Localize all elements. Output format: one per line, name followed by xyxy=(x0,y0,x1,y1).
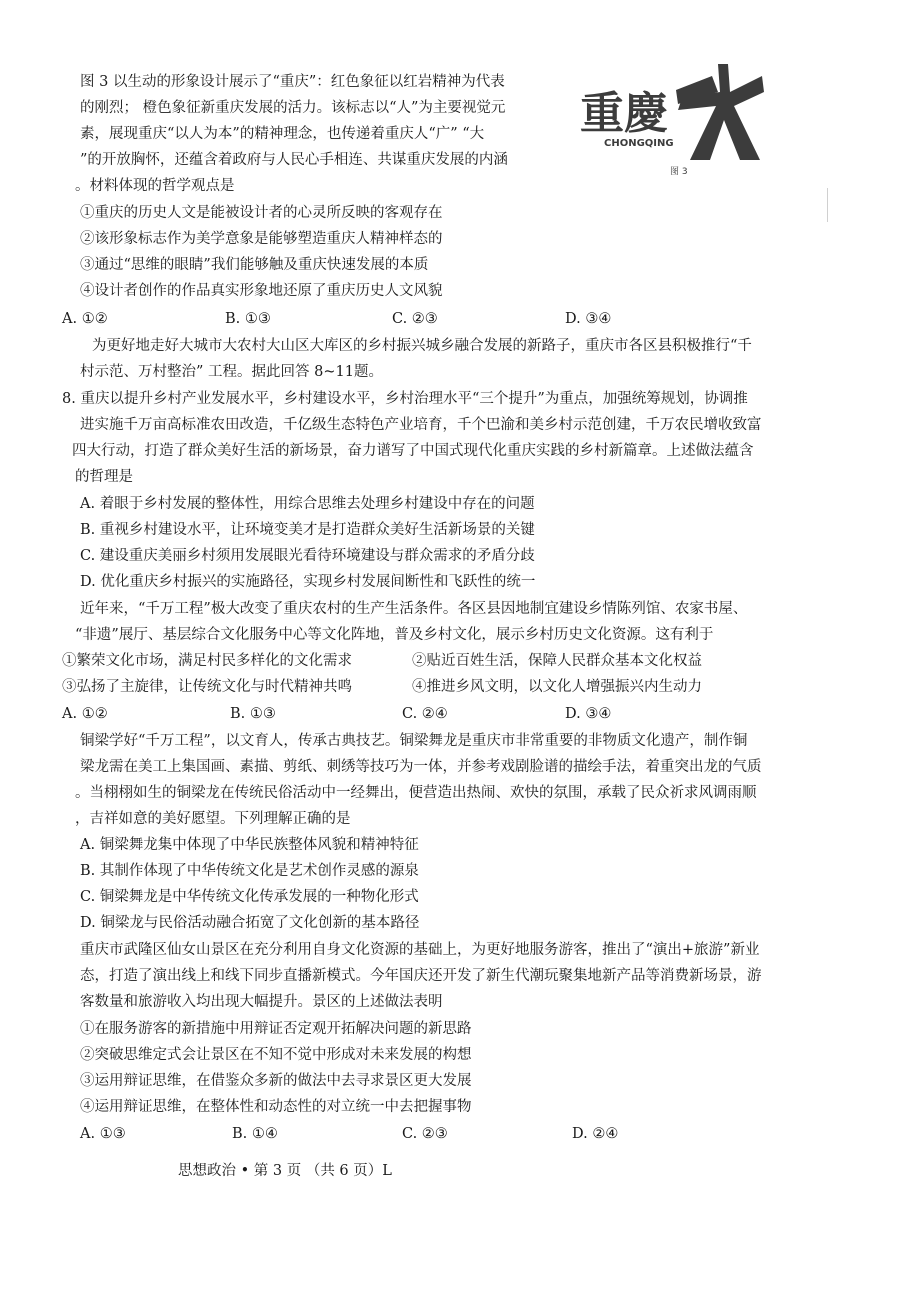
q7-option-b[interactable]: B. ①③ xyxy=(225,311,271,327)
q10-stem-line: 。当栩栩如生的铜梁龙在传统民俗活动中一经舞出，便营造出热闹、欢快的氛围，承载了民众祈求风调雨顺 xyxy=(75,785,757,801)
q9-option-a[interactable]: A. ①② xyxy=(62,706,108,722)
q7-statement: ③通过“思维的眼睛”我们能够触及重庆快速发展的本质 xyxy=(80,257,429,273)
q8-option-c[interactable]: C. 建设重庆美丽乡村须用发展眼光看待环境建设与群众需求的矛盾分歧 xyxy=(80,548,535,564)
q8-stem-line: 8. 重庆以提升乡村产业发展水平，乡村建设水平，乡村治理水平“三个提升”为重点，加强统筹规划，协调推 xyxy=(62,391,748,407)
q11-statement: ③运用辩证思维，在借鉴众多新的做法中去寻求景区更大发展 xyxy=(80,1073,472,1089)
q9-option-d[interactable]: D. ③④ xyxy=(565,706,612,722)
q11-stem-line: 态，打造了演出线上和线下同步直播新模式。今年国庆还开发了新生代潮玩聚集地新产品等消费新场景，游 xyxy=(80,968,762,984)
q8-stem-line: 四大行动，打造了群众美好生活的新场景，奋力谱写了中国式现代化重庆实践的乡村新篇章。上述做法蕴含 xyxy=(72,443,754,459)
q7-stem-line: ”的开放胸怀，还蕴含着政府与人民心手相连、共谋重庆发展的内涵 xyxy=(80,152,508,168)
q8-option-b[interactable]: B. 重视乡村建设水平，让环境变美才是打造群众美好生活新场景的关键 xyxy=(80,522,535,538)
q10-option-a[interactable]: A. 铜梁舞龙集中体现了中华民族整体风貌和精神特征 xyxy=(80,837,419,853)
q10-option-b[interactable]: B. 其制作体现了中华传统文化是艺术创作灵感的源泉 xyxy=(80,863,419,879)
q11-statement: ②突破思维定式会让景区在不知不觉中形成对未来发展的构想 xyxy=(80,1047,472,1063)
q9-stem-line: “非遗”展厅、基层综合文化服务中心等文化阵地，普及乡村文化，展示乡村历史文化资源。这有利于 xyxy=(75,627,714,643)
q7-statement: ②该形象标志作为美学意象是能够塑造重庆人精神样态的 xyxy=(80,231,443,247)
q11-option-a[interactable]: A. ①③ xyxy=(80,1126,126,1142)
q8-stem-line: 的哲理是 xyxy=(75,469,133,485)
q7-stem-line: 的刚烈； 橙色象征新重庆发展的活力。该标志以“人”为主要视觉元 xyxy=(80,100,506,116)
logo-chars: 重慶 xyxy=(580,88,668,139)
q10-stem-line: 梁龙需在美工上集国画、素描、剪纸、刺绣等技巧为一体，并参考戏剧脸谱的描绘手法，着重突出龙的气质 xyxy=(80,759,762,775)
q7-statement: ④设计者创作的作品真实形象地还原了重庆历史人文风貌 xyxy=(80,283,443,299)
q9-option-c[interactable]: C. ②④ xyxy=(402,706,448,722)
q9-statement: ③弘扬了主旋律，让传统文化与时代精神共鸣 xyxy=(62,679,352,695)
chongqing-logo-figure xyxy=(578,62,770,180)
q7-statement: ①重庆的历史人文是能被设计者的心灵所反映的客观存在 xyxy=(80,205,443,221)
chongqing-logo-icon xyxy=(578,62,770,180)
intro-line: 为更好地走好大城市大农村大山区大库区的乡村振兴城乡融合发展的新路子，重庆市各区县积极推行“千 xyxy=(92,338,752,354)
logo-latin: CHONGQING xyxy=(604,138,674,149)
q10-stem-line: 铜梁学好“千万工程”，以文育人，传承古典技艺。铜梁舞龙是重庆市非常重要的非物质文化遗产，制作铜 xyxy=(80,733,748,749)
q11-statement: ①在服务游客的新措施中用辩证否定观开拓解决问题的新思路 xyxy=(80,1021,472,1037)
q9-option-b[interactable]: B. ①③ xyxy=(230,706,276,722)
q8-option-d[interactable]: D. 优化重庆乡村振兴的实施路径，实现乡村发展间断性和飞跃性的统一 xyxy=(80,574,536,590)
q11-stem-line: 重庆市武隆区仙女山景区在充分利用自身文化资源的基础上，为更好地服务游客，推出了“演出+旅游”新业 xyxy=(80,942,760,958)
intro-line: 村示范、万村整治” 工程。据此回答 8~11题。 xyxy=(80,364,383,380)
q7-stem-line: 。材料体现的哲学观点是 xyxy=(75,178,235,194)
margin-rule xyxy=(827,188,828,222)
q11-option-c[interactable]: C. ②③ xyxy=(402,1126,448,1142)
q7-stem-line: 图 3 以生动的形象设计展示了“重庆”：红色象征以红岩精神为代表 xyxy=(80,74,505,90)
q10-option-c[interactable]: C. 铜梁舞龙是中华传统文化传承发展的一种物化形式 xyxy=(80,889,419,905)
logo-caption: 图 3 xyxy=(670,167,688,177)
q11-stem-line: 客数量和旅游收入均出现大幅提升。景区的上述做法表明 xyxy=(80,994,443,1010)
page-footer: 思想政治 • 第 3 页 （共 6 页）L xyxy=(178,1163,392,1179)
q10-option-d[interactable]: D. 铜梁龙与民俗活动融合拓宽了文化创新的基本路径 xyxy=(80,915,420,931)
q8-stem-line: 进实施千万亩高标准农田改造，千亿级生态特色产业培育，千个巴渝和美乡村示范创建，千万农民增收致富 xyxy=(80,417,762,433)
q9-stem-line: 近年来，“千万工程”极大改变了重庆农村的生产生活条件。各区县因地制宜建设乡情陈列馆、农家书屋、 xyxy=(80,601,748,617)
q9-statement: ②贴近百姓生活，保障人民群众基本文化权益 xyxy=(412,653,702,669)
q11-option-b[interactable]: B. ①④ xyxy=(232,1126,278,1142)
q7-option-c[interactable]: C. ②③ xyxy=(392,311,438,327)
q8-option-a[interactable]: A. 着眼于乡村发展的整体性，用综合思维去处理乡村建设中存在的问题 xyxy=(80,496,535,512)
q7-option-a[interactable]: A. ①② xyxy=(62,311,108,327)
q7-stem-line: 素，展现重庆“以人为本”的精神理念，也传递着重庆人“广” “大 xyxy=(80,126,485,142)
q10-stem-line: ，吉祥如意的美好愿望。下列理解正确的是 xyxy=(75,811,351,827)
q9-statement: ①繁荣文化市场，满足村民多样化的文化需求 xyxy=(62,653,352,669)
q11-statement: ④运用辩证思维，在整体性和动态性的对立统一中去把握事物 xyxy=(80,1099,472,1115)
q11-option-d[interactable]: D. ②④ xyxy=(572,1126,619,1142)
q7-option-d[interactable]: D. ③④ xyxy=(565,311,612,327)
q9-statement: ④推进乡风文明，以文化人增强振兴内生动力 xyxy=(412,679,702,695)
